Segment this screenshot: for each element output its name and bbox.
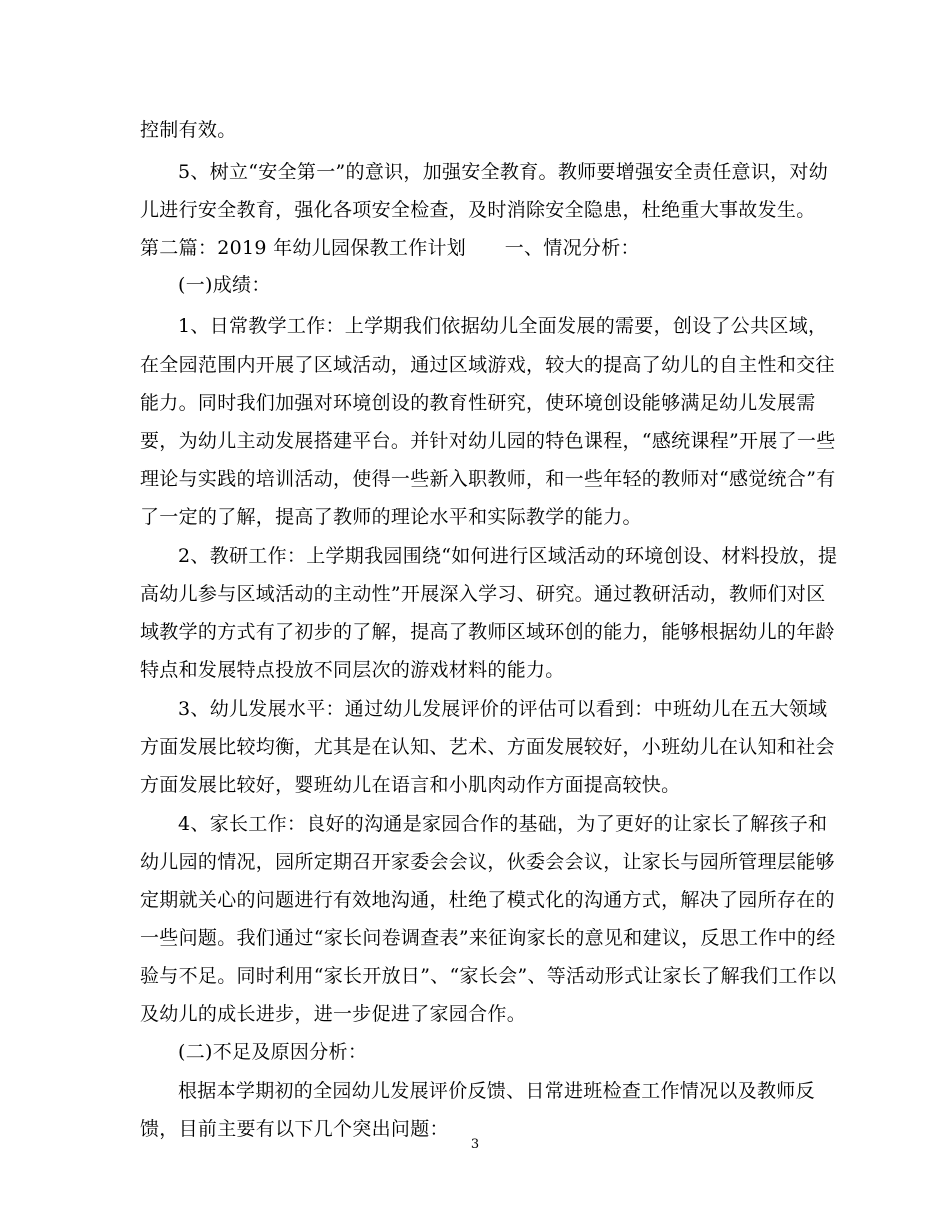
text-line: 及幼儿的成长进步，进一步促进了家园合作。 xyxy=(140,1003,527,1025)
text-line: 5、树立“安全第一”的意识，加强安全教育。教师要增强安全责任意识，对幼 xyxy=(178,161,829,183)
text-line: 方面发展比较均衡，尤其是在认知、艺术、方面发展较好，小班幼儿在认知和社会 xyxy=(140,736,835,758)
text-line: 4、家长工作：良好的沟通是家园合作的基础，为了更好的让家长了解孩子和 xyxy=(178,813,828,835)
text-line: 一些问题。我们通过“家长问卷调查表”来征询家长的意见和建议，反思工作中的经 xyxy=(140,927,836,949)
text-line: 2、教研工作：上学期我园围绕“如何进行区域活动的环境创设、材料投放，提 xyxy=(178,545,838,567)
text-line: 要，为幼儿主动发展搭建平台。并针对幼儿园的特色课程，“感统课程”开展了一些 xyxy=(140,430,836,452)
text-line: 控制有效。 xyxy=(140,119,237,141)
text-line: 在全园范围内开展了区域活动，通过区域游戏，较大的提高了幼儿的自主性和交往 xyxy=(140,354,835,376)
text-line: 1、日常教学工作：上学期我们依据幼儿全面发展的需要，创设了公共区域， xyxy=(178,315,828,337)
section-heading: 第二篇：2019 年幼儿园保教工作计划 一、情况分析： xyxy=(140,237,640,259)
page-number: 3 xyxy=(470,1137,480,1152)
subsection-heading: (一)成绩： xyxy=(178,274,271,296)
text-line: 高幼儿参与区域活动的主动性”开展深入学习、研究。通过教研活动，教师们对区 xyxy=(140,583,826,605)
text-line: 方面发展比较好，婴班幼儿在语言和小肌肉动作方面提高较快。 xyxy=(140,774,681,796)
text-line: 域教学的方式有了初步的了解，提高了教师区域环创的能力，能够根据幼儿的年龄 xyxy=(140,621,835,643)
text-line: 了一定的了解，提高了教师的理论水平和实际教学的能力。 xyxy=(140,506,642,528)
text-line: 根据本学期初的全园幼儿发展评价反馈、日常进班检查工作情况以及教师反 xyxy=(178,1080,815,1102)
text-line: 定期就关心的问题进行有效地沟通，杜绝了模式化的沟通方式，解决了园所存在的 xyxy=(140,889,835,911)
text-line: 验与不足。同时利用“家长开放日”、“家长会”、等活动形式让家长了解我们工作以 xyxy=(140,965,837,987)
text-line: 幼儿园的情况，园所定期召开家委会会议，伙委会会议，让家长与园所管理层能够 xyxy=(140,851,835,873)
text-line: 能力。同时我们加强对环境创设的教育性研究，使环境创设能够满足幼儿发展需 xyxy=(140,392,816,414)
text-line: 馈，目前主要有以下几个突出问题： xyxy=(140,1118,449,1140)
text-line: 3、幼儿发展水平：通过幼儿发展评价的评估可以看到：中班幼儿在五大领域 xyxy=(178,698,828,720)
text-line: 儿进行安全教育，强化各项安全检查，及时消除安全隐患，杜绝重大事故发生。 xyxy=(140,199,816,221)
text-line: 特点和发展特点投放不同层次的游戏材料的能力。 xyxy=(140,659,565,681)
text-line: 理论与实践的培训活动，使得一些新入职教师，和一些年轻的教师对“感觉统合”有 xyxy=(140,468,836,490)
subsection-heading: (二)不足及原因分析： xyxy=(178,1041,368,1063)
